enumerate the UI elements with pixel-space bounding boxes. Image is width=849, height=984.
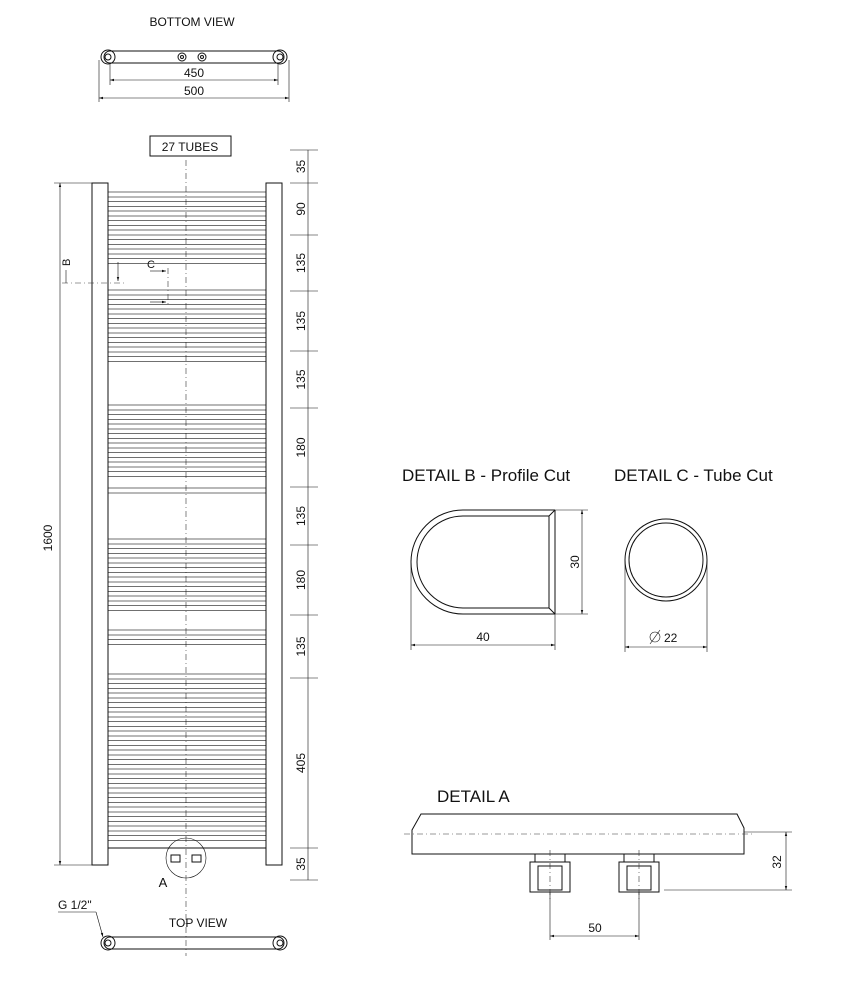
spacing-dimension-label: 135 — [294, 252, 308, 274]
tube — [108, 788, 266, 793]
tube — [108, 328, 266, 333]
right-rail — [266, 183, 282, 865]
tubes-label: 27 TUBES — [161, 140, 219, 154]
tube — [108, 741, 266, 746]
detail-a-spacing: 50 — [588, 921, 602, 935]
tube — [108, 817, 266, 822]
tubes-group — [108, 192, 266, 841]
bottom-view — [99, 15, 289, 102]
spacing-dimension-label: 35 — [294, 159, 308, 174]
tube — [108, 798, 266, 803]
tube — [108, 443, 266, 448]
detail-a-title: DETAIL A — [437, 787, 510, 806]
dim-500: 500 — [183, 84, 205, 98]
tube — [108, 587, 266, 592]
spacing-dimension-label: 135 — [294, 636, 308, 657]
tube — [108, 230, 266, 235]
detail-a-marker: A — [158, 875, 168, 890]
top-view — [58, 898, 287, 950]
tube — [108, 539, 266, 544]
tube — [108, 453, 266, 458]
detail-c-diameter: 22 — [664, 631, 678, 645]
tube — [108, 357, 266, 362]
spacing-dimension-label: 180 — [294, 437, 308, 458]
tube — [108, 731, 266, 736]
tube — [108, 415, 266, 420]
tube — [108, 807, 266, 812]
tube — [108, 549, 266, 554]
tube — [108, 577, 266, 582]
tube — [108, 472, 266, 477]
thread-label: G 1/2" — [58, 898, 92, 912]
section-c-label: C — [147, 259, 155, 271]
spacing-dimension-label: 135 — [294, 505, 308, 527]
tube — [108, 462, 266, 467]
tube — [108, 202, 266, 207]
tube — [108, 703, 266, 708]
left-rail — [92, 183, 108, 865]
tube — [108, 769, 266, 774]
tube — [108, 249, 266, 254]
tube — [108, 424, 266, 429]
detail-c — [614, 466, 773, 652]
tube — [108, 826, 266, 831]
spacing-dimension-label: 405 — [294, 752, 308, 774]
section-b-label: B — [61, 258, 73, 266]
detail-a — [404, 787, 792, 940]
detail-b-title: DETAIL B - Profile Cut — [402, 466, 571, 485]
front-view — [41, 136, 318, 956]
tube — [108, 606, 266, 611]
tube — [108, 684, 266, 689]
detail-b-width: 40 — [476, 630, 490, 644]
tube — [108, 760, 266, 765]
tube — [108, 722, 266, 727]
spacing-dimension-label: 90 — [294, 202, 308, 216]
tube — [108, 309, 266, 314]
bottom-view-label: BOTTOM VIEW — [149, 15, 235, 29]
tube — [108, 211, 266, 216]
tube — [108, 434, 266, 439]
detail-a-height: 32 — [770, 855, 784, 869]
tube — [108, 192, 266, 197]
tube — [108, 779, 266, 784]
tube — [108, 558, 266, 563]
tube — [108, 674, 266, 679]
spacing-dimension-label: 35 — [294, 857, 308, 871]
spacing-dimension-label: 180 — [294, 569, 308, 591]
detail-c-title: DETAIL C - Tube Cut — [614, 466, 773, 485]
tube — [108, 640, 266, 645]
tube — [108, 630, 266, 635]
tube — [108, 347, 266, 352]
dim-1600: 1600 — [41, 524, 55, 552]
top-view-label: TOP VIEW — [168, 916, 228, 930]
spacing-dimension-label: 135 — [294, 310, 308, 332]
spacing-dimension-label: 135 — [294, 369, 308, 390]
spacing-dimension-chain — [290, 150, 318, 880]
detail-b-height: 30 — [568, 555, 582, 569]
tube — [108, 290, 266, 295]
dim-450: 450 — [183, 66, 205, 80]
tube — [108, 596, 266, 601]
detail-b — [402, 466, 588, 650]
tube — [108, 488, 266, 493]
tube — [108, 405, 266, 410]
tube — [108, 338, 266, 343]
tube — [108, 240, 266, 245]
tube — [108, 221, 266, 226]
tube — [108, 300, 266, 305]
tube — [108, 750, 266, 755]
tube — [108, 259, 266, 264]
tube — [108, 712, 266, 717]
tube — [108, 568, 266, 573]
tube — [108, 693, 266, 698]
tube — [108, 319, 266, 324]
